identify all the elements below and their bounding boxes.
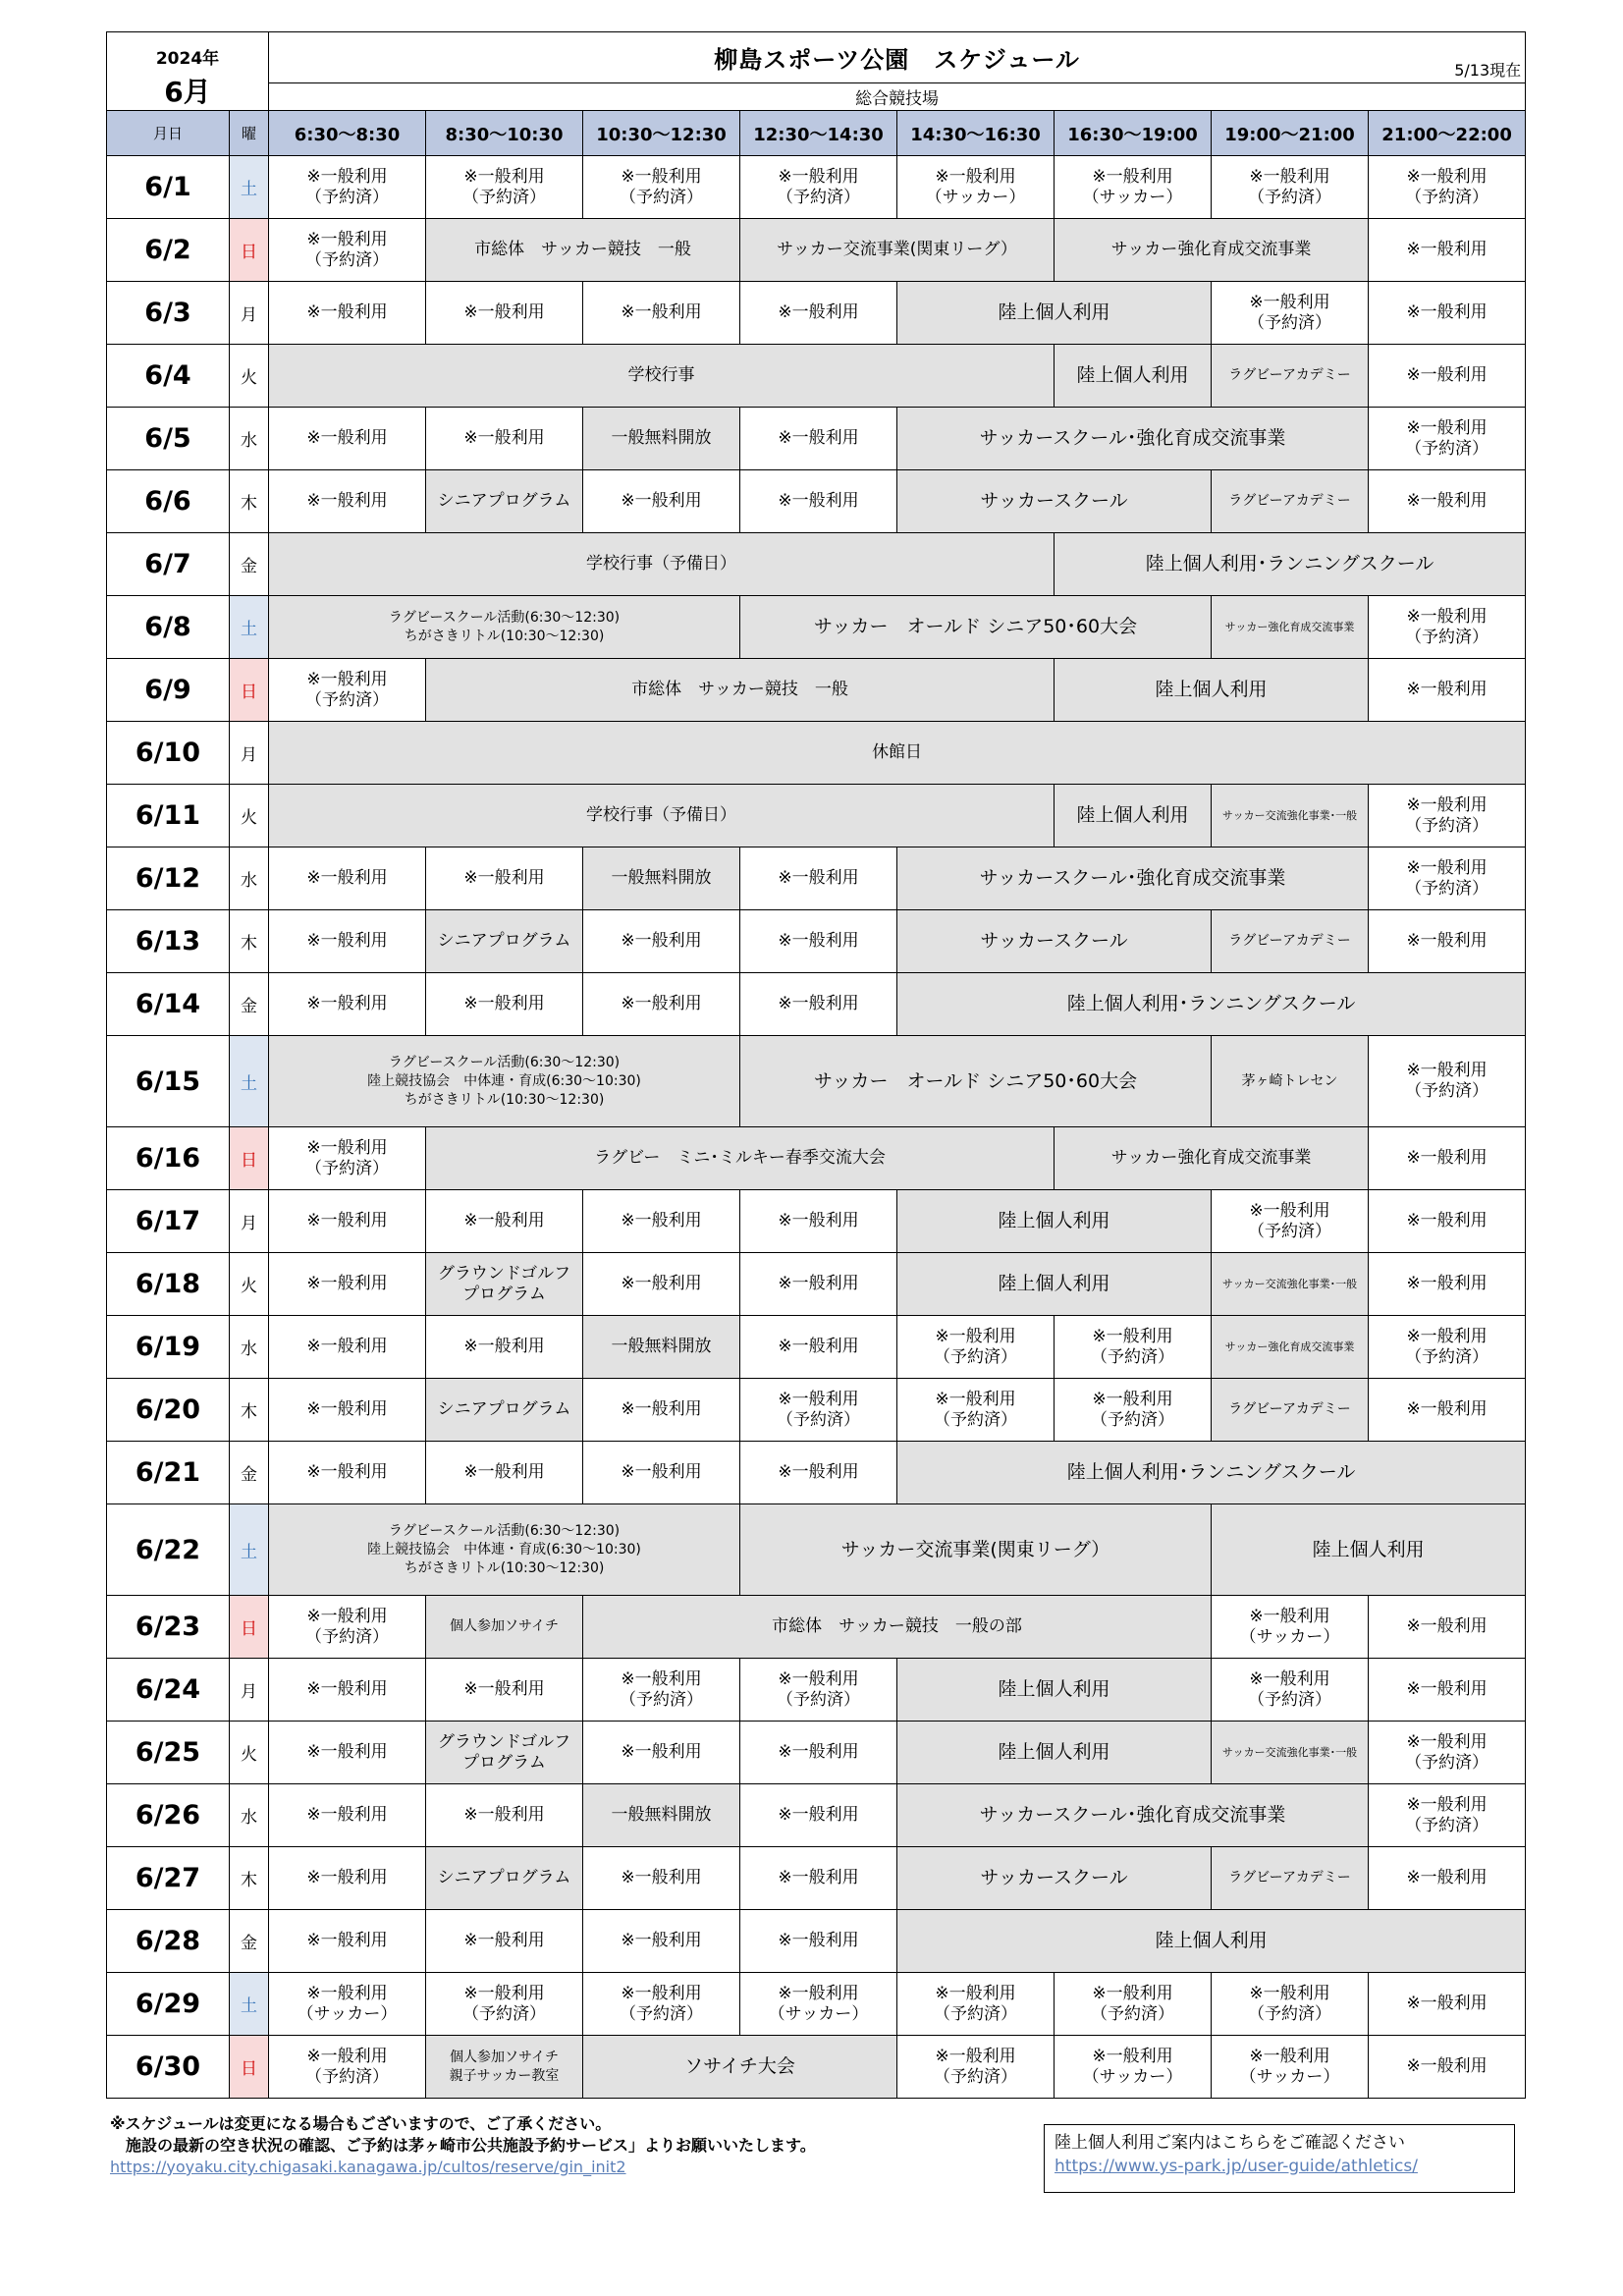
general-use-cell: ※一般利用 （予約済） [1055, 1379, 1212, 1442]
row-weekday: 土 [230, 596, 269, 659]
general-use-cell: ※一般利用 （予約済） [583, 1659, 740, 1722]
general-use-cell: ※一般利用 （予約済） [1369, 785, 1526, 847]
event-cell: 学校行事（予備日） [269, 533, 1055, 596]
general-use-cell: ※一般利用 [740, 1442, 897, 1504]
general-use-cell: ※一般利用 [426, 973, 583, 1036]
event-cell: サッカースクール･強化育成交流事業 [897, 1784, 1369, 1847]
schedule-row [107, 219, 1526, 282]
general-use-cell: ※一般利用 （予約済） [269, 156, 426, 219]
general-use-cell: ※一般利用 [583, 1910, 740, 1973]
event-cell: 陸上個人利用･ランニングスクール [897, 1442, 1526, 1504]
schedule-row [107, 847, 1526, 910]
general-use-cell: ※一般利用 （予約済） [426, 156, 583, 219]
row-date: 6/6 [107, 470, 230, 533]
general-use-cell: ※一般利用 （予約済） [740, 156, 897, 219]
schedule-row [107, 722, 1526, 785]
event-cell: 陸上個人利用 [1055, 659, 1369, 722]
event-cell: 陸上個人利用 [1055, 785, 1212, 847]
column-header-dow: 曜 [230, 111, 269, 156]
schedule-row [107, 1973, 1526, 2036]
general-use-cell: ※一般利用 [269, 973, 426, 1036]
reservation-link[interactable]: https://yoyaku.city.chigasaki.kanagawa.jp/cultos/reserve/gin_init2 [110, 2158, 626, 2176]
event-cell: サッカースクール･強化育成交流事業 [897, 847, 1369, 910]
general-use-cell: ※一般利用 （予約済） [740, 1659, 897, 1722]
general-use-cell: ※一般利用 （予約済） [1212, 282, 1369, 345]
row-weekday: 月 [230, 1190, 269, 1253]
row-date: 6/1 [107, 156, 230, 219]
row-date: 6/4 [107, 345, 230, 408]
general-use-cell: ※一般利用 （予約済） [1369, 847, 1526, 910]
row-weekday: 日 [230, 2036, 269, 2099]
general-use-cell: ※一般利用 （予約済） [1055, 1973, 1212, 2036]
row-date: 6/28 [107, 1910, 230, 1973]
general-use-cell: ※一般利用 [426, 847, 583, 910]
general-use-cell: ※一般利用 [1369, 1127, 1526, 1190]
event-cell: サッカー オールド シニア50･60大会 [740, 1036, 1212, 1127]
general-use-cell: ※一般利用 [583, 282, 740, 345]
general-use-cell: ※一般利用 （サッカー） [1055, 2036, 1212, 2099]
row-weekday: 日 [230, 1596, 269, 1659]
general-use-cell: ※一般利用 （予約済） [897, 2036, 1055, 2099]
general-use-cell: ※一般利用 [269, 470, 426, 533]
year-label: 2024年 [155, 49, 220, 69]
general-use-cell: ※一般利用 （予約済） [1369, 1316, 1526, 1379]
event-cell: ソサイチ大会 [583, 2036, 897, 2099]
general-use-cell: ※一般利用 [1369, 219, 1526, 282]
schedule-row [107, 156, 1526, 219]
schedule-row [107, 785, 1526, 847]
general-use-cell: ※一般利用 （予約済） [1369, 156, 1526, 219]
general-use-cell: ※一般利用 （サッカー） [1212, 1596, 1369, 1659]
general-use-cell: ※一般利用 [426, 1784, 583, 1847]
event-cell: 陸上個人利用 [897, 1190, 1212, 1253]
general-use-cell: ※一般利用 [1369, 282, 1526, 345]
event-cell: 陸上個人利用･ランニングスクール [1055, 533, 1526, 596]
row-weekday: 水 [230, 1784, 269, 1847]
event-cell: ラグビーアカデミー [1212, 470, 1369, 533]
year-month-cell [107, 32, 269, 111]
row-weekday: 火 [230, 785, 269, 847]
general-use-cell: ※一般利用 [1369, 345, 1526, 408]
schedule-row [107, 596, 1526, 659]
page-title: 柳島スポーツ公園 スケジュール [714, 45, 1080, 74]
schedule-row [107, 1127, 1526, 1190]
event-cell: サッカー交流強化事業･一般 [1212, 1253, 1369, 1316]
general-use-cell: ※一般利用 [269, 1379, 426, 1442]
general-use-cell: ※一般利用 [269, 1659, 426, 1722]
row-date: 6/19 [107, 1316, 230, 1379]
general-use-cell: ※一般利用 [269, 1442, 426, 1504]
event-cell: 学校行事（予備日） [269, 785, 1055, 847]
event-cell: サッカースクール [897, 1847, 1212, 1910]
event-cell: ラグビーアカデミー [1212, 1847, 1369, 1910]
event-cell: ラグビーアカデミー [1212, 345, 1369, 408]
general-use-cell: ※一般利用 （予約済） [1212, 1190, 1369, 1253]
column-header-slot: 16:30～19:00 [1055, 111, 1212, 156]
general-use-cell: ※一般利用 （サッカー） [269, 1973, 426, 2036]
schedule-row [107, 345, 1526, 408]
general-use-cell: ※一般利用 （予約済） [740, 1379, 897, 1442]
general-use-cell: ※一般利用 [740, 847, 897, 910]
general-use-cell: ※一般利用 [583, 1442, 740, 1504]
column-header-slot: 10:30～12:30 [583, 111, 740, 156]
general-use-cell: ※一般利用 [740, 282, 897, 345]
general-use-cell: ※一般利用 （予約済） [1369, 1036, 1526, 1127]
row-weekday: 水 [230, 847, 269, 910]
row-weekday: 水 [230, 408, 269, 470]
general-use-cell: ※一般利用 （予約済） [426, 1973, 583, 2036]
schedule-row [107, 408, 1526, 470]
event-cell: グラウンドゴルフ プログラム [426, 1253, 583, 1316]
event-cell: 個人参加ソサイチ 親子サッカー教室 [426, 2036, 583, 2099]
general-use-cell: ※一般利用 [269, 1316, 426, 1379]
general-use-cell: ※一般利用 [740, 1316, 897, 1379]
general-use-cell: ※一般利用 （サッカー） [897, 156, 1055, 219]
row-date: 6/23 [107, 1596, 230, 1659]
schedule-row [107, 1442, 1526, 1504]
general-use-cell: ※一般利用 [740, 1722, 897, 1784]
event-cell: サッカー交流事業(関東リーグ） [740, 1504, 1212, 1596]
event-cell: シニアプログラム [426, 1379, 583, 1442]
event-cell: シニアプログラム [426, 470, 583, 533]
row-date: 6/20 [107, 1379, 230, 1442]
event-cell: サッカー強化育成交流事業 [1212, 596, 1369, 659]
general-use-cell: ※一般利用 [1369, 1973, 1526, 2036]
column-header-slot: 14:30～16:30 [897, 111, 1055, 156]
general-use-cell: ※一般利用 （予約済） [1055, 1316, 1212, 1379]
general-use-cell: ※一般利用 （サッカー） [1055, 156, 1212, 219]
title-cell [269, 32, 1526, 83]
column-header-slot: 12:30～14:30 [740, 111, 897, 156]
event-cell: サッカー交流強化事業･一般 [1212, 1722, 1369, 1784]
general-use-cell: ※一般利用 [740, 1784, 897, 1847]
general-use-cell: ※一般利用 （予約済） [1369, 408, 1526, 470]
event-cell: ラグビースクール活動(6:30～12:30) 陸上競技協会 中体連・育成(6:30～10:30) ちがさきリトル(10:30～12:30) [269, 1504, 740, 1596]
general-use-cell: ※一般利用 [583, 1253, 740, 1316]
general-use-cell: ※一般利用 [1369, 2036, 1526, 2099]
general-use-cell: ※一般利用 [1369, 1379, 1526, 1442]
event-cell: サッカー強化育成交流事業 [1055, 1127, 1369, 1190]
schedule-row [107, 1190, 1526, 1253]
general-use-cell: ※一般利用 [269, 847, 426, 910]
schedule-table [106, 31, 1526, 2099]
row-date: 6/14 [107, 973, 230, 1036]
event-cell: ラグビースクール活動(6:30～12:30) 陸上競技協会 中体連・育成(6:30～10:30) ちがさきリトル(10:30～12:30) [269, 1036, 740, 1127]
event-cell: ラグビーアカデミー [1212, 910, 1369, 973]
event-cell: 個人参加ソサイチ [426, 1596, 583, 1659]
column-header-slot: 6:30～8:30 [269, 111, 426, 156]
general-use-cell: ※一般利用 [740, 470, 897, 533]
general-use-cell: ※一般利用 [426, 1910, 583, 1973]
row-weekday: 水 [230, 1316, 269, 1379]
event-cell: 茅ヶ崎トレセン [1212, 1036, 1369, 1127]
row-date: 6/21 [107, 1442, 230, 1504]
row-weekday: 火 [230, 1253, 269, 1316]
row-date: 6/7 [107, 533, 230, 596]
event-cell: 陸上個人利用 [897, 1253, 1212, 1316]
general-use-cell: ※一般利用 [583, 973, 740, 1036]
event-cell: サッカー強化育成交流事業 [1055, 219, 1369, 282]
row-weekday: 土 [230, 1973, 269, 2036]
event-cell: サッカースクール [897, 470, 1212, 533]
column-header-row [107, 111, 1526, 156]
athletics-info-text: 陸上個人利用ご案内はこちらをご確認ください [1055, 2133, 1405, 2153]
event-cell: 陸上個人利用 [897, 1910, 1526, 1973]
event-cell: シニアプログラム [426, 910, 583, 973]
row-date: 6/3 [107, 282, 230, 345]
event-cell: 陸上個人利用 [1212, 1504, 1526, 1596]
row-date: 6/5 [107, 408, 230, 470]
footer-note-2: 施設の最新の空き状況の確認、ご予約は茅ヶ崎市公共施設予約サービス」よりお願いいたします。 [126, 2136, 816, 2155]
general-use-cell: ※一般利用 [1369, 1596, 1526, 1659]
general-use-cell: ※一般利用 [269, 408, 426, 470]
athletics-guide-link[interactable]: https://www.ys-park.jp/user-guide/athletics/ [1055, 2157, 1418, 2176]
schedule-row [107, 1784, 1526, 1847]
event-cell: サッカースクール [897, 910, 1212, 973]
event-cell: 休館日 [269, 722, 1526, 785]
general-use-cell: ※一般利用 （予約済） [1369, 1784, 1526, 1847]
row-date: 6/17 [107, 1190, 230, 1253]
general-use-cell: ※一般利用 （予約済） [269, 659, 426, 722]
as-of-date: 5/13現在 [1454, 60, 1522, 80]
general-use-cell: ※一般利用 [269, 1847, 426, 1910]
row-date: 6/15 [107, 1036, 230, 1127]
month-label: 6月 [164, 76, 211, 108]
row-date: 6/16 [107, 1127, 230, 1190]
row-weekday: 木 [230, 910, 269, 973]
general-use-cell: ※一般利用 （予約済） [1369, 1722, 1526, 1784]
row-date: 6/10 [107, 722, 230, 785]
general-use-cell: ※一般利用 [1369, 1253, 1526, 1316]
row-weekday: 金 [230, 1910, 269, 1973]
general-use-cell: ※一般利用 （予約済） [269, 2036, 426, 2099]
event-cell: サッカー強化育成交流事業 [1212, 1316, 1369, 1379]
general-use-cell: ※一般利用 [426, 1316, 583, 1379]
general-use-cell: ※一般利用 [740, 1847, 897, 1910]
row-weekday: 日 [230, 659, 269, 722]
schedule-row [107, 1722, 1526, 1784]
row-weekday: 木 [230, 1379, 269, 1442]
row-weekday: 月 [230, 282, 269, 345]
row-weekday: 木 [230, 470, 269, 533]
general-use-cell: ※一般利用 （予約済） [897, 1316, 1055, 1379]
general-use-cell: ※一般利用 （予約済） [1212, 1659, 1369, 1722]
event-cell: 市総体 サッカー競技 一般 [426, 219, 740, 282]
schedule-row [107, 470, 1526, 533]
general-use-cell: ※一般利用 [269, 1722, 426, 1784]
schedule-row [107, 1910, 1526, 1973]
event-cell: ラグビー ミニ･ミルキー春季交流大会 [426, 1127, 1055, 1190]
general-use-cell: ※一般利用 [740, 1190, 897, 1253]
event-cell: サッカースクール･強化育成交流事業 [897, 408, 1369, 470]
schedule-row [107, 659, 1526, 722]
row-date: 6/11 [107, 785, 230, 847]
general-use-cell: ※一般利用 [740, 973, 897, 1036]
footer-notes [110, 2113, 816, 2178]
general-use-cell: ※一般利用 （予約済） [1212, 1973, 1369, 2036]
general-use-cell: ※一般利用 [1369, 1847, 1526, 1910]
general-use-cell: ※一般利用 （予約済） [269, 1596, 426, 1659]
row-weekday: 金 [230, 973, 269, 1036]
general-use-cell: ※一般利用 [583, 1379, 740, 1442]
event-cell: サッカー オールド シニア50･60大会 [740, 596, 1212, 659]
general-use-cell: ※一般利用 [740, 1253, 897, 1316]
general-use-cell: ※一般利用 [1369, 1659, 1526, 1722]
row-weekday: 火 [230, 345, 269, 408]
row-date: 6/27 [107, 1847, 230, 1910]
schedule-row [107, 1253, 1526, 1316]
row-date: 6/18 [107, 1253, 230, 1316]
general-use-cell: ※一般利用 [269, 282, 426, 345]
column-header-slot: 19:00～21:00 [1212, 111, 1369, 156]
general-use-cell: ※一般利用 [426, 408, 583, 470]
row-weekday: 土 [230, 1036, 269, 1127]
event-cell: ラグビーアカデミー [1212, 1379, 1369, 1442]
event-cell: 陸上個人利用･ランニングスクール [897, 973, 1526, 1036]
general-use-cell: ※一般利用 （予約済） [583, 1973, 740, 2036]
general-use-cell: ※一般利用 [426, 1442, 583, 1504]
event-cell: 一般無料開放 [583, 1784, 740, 1847]
row-date: 6/30 [107, 2036, 230, 2099]
event-cell: ラグビースクール活動(6:30～12:30) ちがさきリトル(10:30～12:30) [269, 596, 740, 659]
row-weekday: 月 [230, 1659, 269, 1722]
schedule-row [107, 1596, 1526, 1659]
schedule-row [107, 1504, 1526, 1596]
general-use-cell: ※一般利用 [269, 1910, 426, 1973]
schedule-row [107, 1316, 1526, 1379]
event-cell: 一般無料開放 [583, 1316, 740, 1379]
general-use-cell: ※一般利用 [1369, 1190, 1526, 1253]
event-cell: サッカー交流事業(関東リーグ） [740, 219, 1055, 282]
general-use-cell: ※一般利用 [269, 1253, 426, 1316]
column-header-slot: 8:30～10:30 [426, 111, 583, 156]
general-use-cell: ※一般利用 （予約済） [897, 1379, 1055, 1442]
row-date: 6/26 [107, 1784, 230, 1847]
athletics-info-box [1044, 2124, 1515, 2193]
event-cell: グラウンドゴルフ プログラム [426, 1722, 583, 1784]
facility-name: 総合競技場 [269, 82, 1526, 110]
general-use-cell: ※一般利用 [1369, 910, 1526, 973]
row-weekday: 日 [230, 1127, 269, 1190]
row-weekday: 火 [230, 1722, 269, 1784]
general-use-cell: ※一般利用 （予約済） [1369, 596, 1526, 659]
general-use-cell: ※一般利用 [740, 408, 897, 470]
event-cell: シニアプログラム [426, 1847, 583, 1910]
event-cell: 市総体 サッカー競技 一般の部 [583, 1596, 1212, 1659]
schedule-row [107, 533, 1526, 596]
row-weekday: 土 [230, 1504, 269, 1596]
general-use-cell: ※一般利用 [583, 910, 740, 973]
event-cell: 一般無料開放 [583, 847, 740, 910]
general-use-cell: ※一般利用 [740, 910, 897, 973]
row-date: 6/13 [107, 910, 230, 973]
general-use-cell: ※一般利用 [426, 1190, 583, 1253]
schedule-row [107, 1379, 1526, 1442]
general-use-cell: ※一般利用 （予約済） [269, 1127, 426, 1190]
event-cell: 陸上個人利用 [897, 1722, 1212, 1784]
general-use-cell: ※一般利用 [583, 470, 740, 533]
row-weekday: 日 [230, 219, 269, 282]
event-cell: 市総体 サッカー競技 一般 [426, 659, 1055, 722]
schedule-row [107, 1847, 1526, 1910]
general-use-cell: ※一般利用 （サッカー） [740, 1973, 897, 2036]
row-date: 6/25 [107, 1722, 230, 1784]
schedule-row [107, 2036, 1526, 2099]
general-use-cell: ※一般利用 （予約済） [269, 219, 426, 282]
schedule-row [107, 1659, 1526, 1722]
general-use-cell: ※一般利用 [583, 1847, 740, 1910]
event-cell: 学校行事 [269, 345, 1055, 408]
column-header-date: 月日 [107, 111, 230, 156]
schedule-row [107, 282, 1526, 345]
general-use-cell: ※一般利用 [269, 1784, 426, 1847]
general-use-cell: ※一般利用 （予約済） [897, 1973, 1055, 2036]
general-use-cell: ※一般利用 [583, 1190, 740, 1253]
general-use-cell: ※一般利用 [583, 1722, 740, 1784]
event-cell: 一般無料開放 [583, 408, 740, 470]
row-weekday: 木 [230, 1847, 269, 1910]
general-use-cell: ※一般利用 [426, 282, 583, 345]
event-cell: 陸上個人利用 [897, 1659, 1212, 1722]
general-use-cell: ※一般利用 [1369, 659, 1526, 722]
schedule-row [107, 973, 1526, 1036]
event-cell: サッカー交流強化事業･一般 [1212, 785, 1369, 847]
general-use-cell: ※一般利用 [740, 1910, 897, 1973]
row-weekday: 土 [230, 156, 269, 219]
row-weekday: 月 [230, 722, 269, 785]
footer-note-1: ※スケジュールは変更になる場合もございますので、ご了承ください。 [110, 2114, 612, 2133]
general-use-cell: ※一般利用 （予約済） [583, 156, 740, 219]
row-date: 6/9 [107, 659, 230, 722]
row-weekday: 金 [230, 533, 269, 596]
general-use-cell: ※一般利用 [269, 1190, 426, 1253]
row-weekday: 金 [230, 1442, 269, 1504]
row-date: 6/2 [107, 219, 230, 282]
schedule-row [107, 910, 1526, 973]
general-use-cell: ※一般利用 （サッカー） [1212, 2036, 1369, 2099]
general-use-cell: ※一般利用 [426, 1659, 583, 1722]
general-use-cell: ※一般利用 [269, 910, 426, 973]
schedule-row [107, 1036, 1526, 1127]
row-date: 6/8 [107, 596, 230, 659]
row-date: 6/22 [107, 1504, 230, 1596]
event-cell: 陸上個人利用 [1055, 345, 1212, 408]
row-date: 6/12 [107, 847, 230, 910]
general-use-cell: ※一般利用 （予約済） [1212, 156, 1369, 219]
general-use-cell: ※一般利用 [1369, 470, 1526, 533]
row-date: 6/29 [107, 1973, 230, 2036]
row-date: 6/24 [107, 1659, 230, 1722]
column-header-slot: 21:00～22:00 [1369, 111, 1526, 156]
event-cell: 陸上個人利用 [897, 282, 1212, 345]
